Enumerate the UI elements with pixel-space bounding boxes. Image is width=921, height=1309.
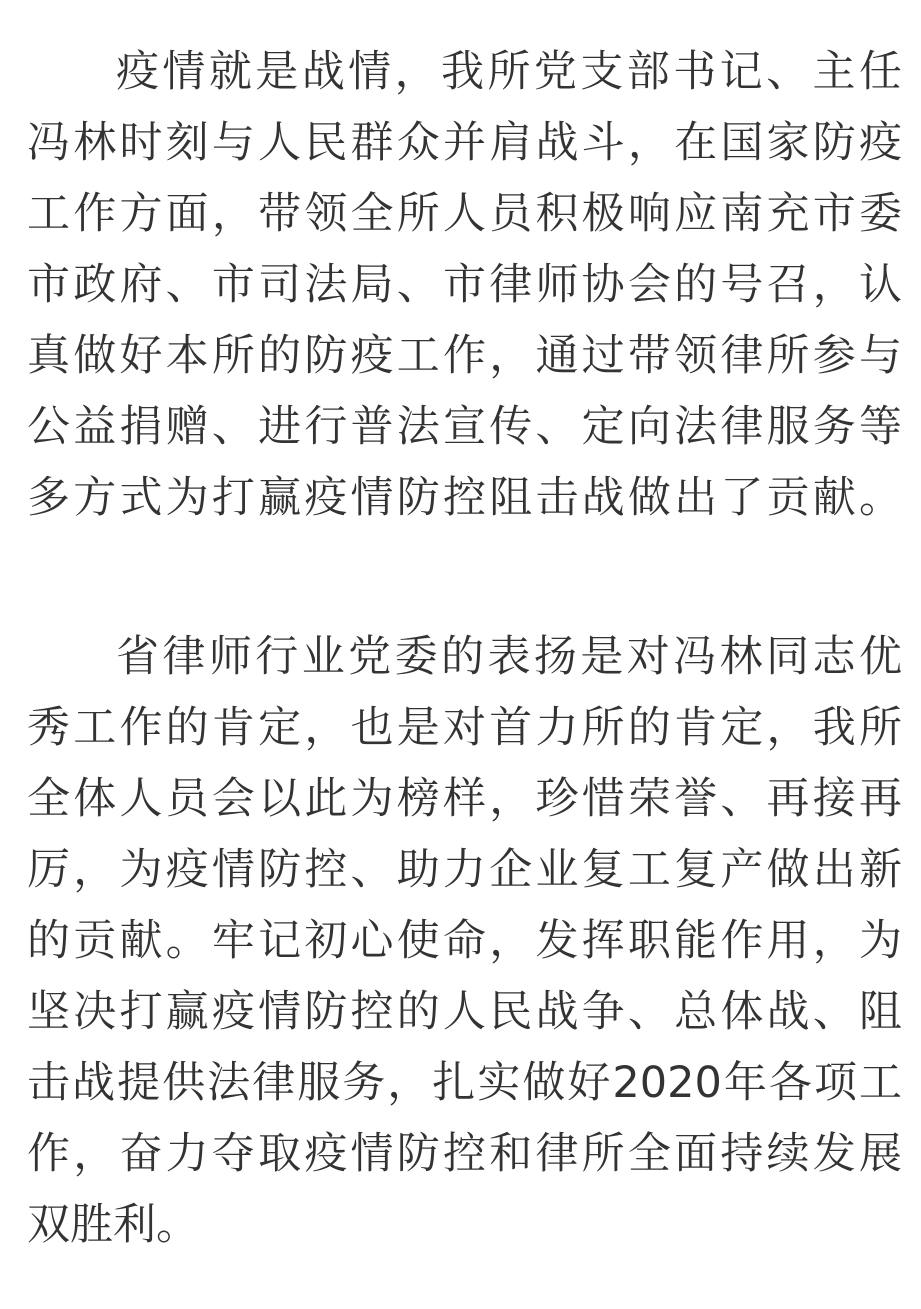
text-line: 疫情就是战情，我所党支部书记、主任	[116, 47, 902, 97]
text-line: 多方式为打赢疫情防控阻击战做出了贡献。	[27, 473, 902, 523]
text-line: 真做好本所的防疫工作，通过带领律所参与	[27, 331, 902, 381]
text-line: 作，奋力夺取疫情防控和律所全面持续发展	[27, 1129, 902, 1179]
text-line: 冯林时刻与人民群众并肩战斗，在国家防疫	[27, 118, 902, 168]
text-line: 击战提供法律服务，扎实做好2020年各项工	[27, 1058, 902, 1108]
text-line: 公益捐赠、进行普法宣传、定向法律服务等	[27, 402, 902, 452]
text-line: 的贡献。牢记初心使命，发挥职能作用，为	[27, 916, 902, 966]
text-line: 厉，为疫情防控、助力企业复工复产做出新	[27, 845, 902, 895]
text-line: 省律师行业党委的表扬是对冯林同志优	[116, 632, 902, 682]
text-line: 双胜利。	[27, 1200, 199, 1250]
text-line: 秀工作的肯定，也是对首力所的肯定，我所	[27, 703, 902, 753]
text-line: 工作方面，带领全所人员积极响应南充市委	[27, 189, 902, 239]
text-line: 坚决打赢疫情防控的人民战争、总体战、阻	[27, 987, 902, 1037]
text-line: 全体人员会以此为榜样，珍惜荣誉、再接再	[27, 774, 902, 824]
text-line: 市政府、市司法局、市律师协会的号召，认	[27, 260, 902, 310]
